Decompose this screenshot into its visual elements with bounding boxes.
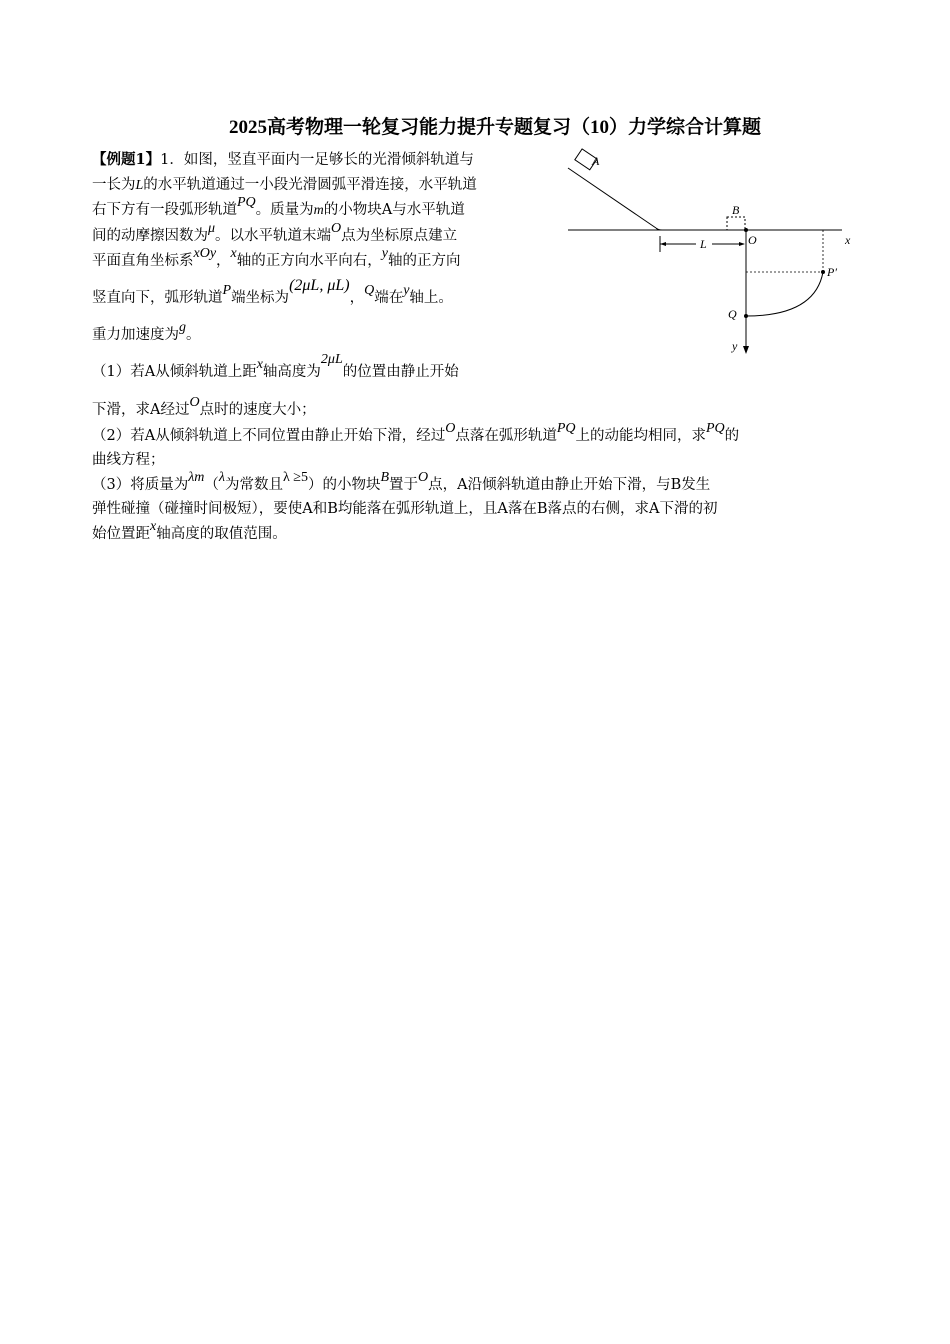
question-3-line-2: 弹性碰撞（碰撞时间极短），要使A和B均能落在弧形轨道上，且A落在B落点的右侧，求A下滑的初 bbox=[92, 501, 718, 517]
label-a: A bbox=[592, 154, 600, 168]
label-p: P′ bbox=[827, 265, 837, 279]
question-2-line-2: 曲线方程； bbox=[92, 452, 165, 468]
label-b: B bbox=[732, 203, 740, 217]
label-o: O bbox=[748, 233, 757, 247]
question-1-line-1: （1）若A从倾斜轨道上距x轴高度为2μL的位置由静止开始 bbox=[92, 352, 459, 380]
example-label: 【例题1】 bbox=[92, 151, 161, 168]
problem-line-1: 【例题1】1．如图，竖直平面内一足够长的光滑倾斜轨道与 bbox=[92, 151, 474, 168]
question-2-line-1: （2）若A从倾斜轨道上不同位置由静止开始下滑，经过O点落在弧形轨道PQ上的动能均相同，求PQ的 bbox=[92, 421, 740, 444]
problem-line-5: 平面直角坐标系xOy，x轴的正方向水平向右，y轴的正方向 bbox=[92, 246, 461, 269]
label-x: x bbox=[845, 233, 851, 247]
problem-line-3: 右下方有一段弧形轨道PQ。质量为m的小物块A与水平轨道 bbox=[92, 195, 465, 218]
question-3-line-1: （3）将质量为λm（λ为常数且λ ≥5）的小物块B置于O点，A沿倾斜轨道由静止开始下滑，与B发生 bbox=[92, 470, 711, 493]
problem-line-2: 一长为L的水平轨道通过一小段光滑圆弧平滑连接，水平轨道 bbox=[92, 177, 477, 193]
question-1-line-2: 下滑，求A经过O点时的速度大小； bbox=[92, 395, 316, 418]
block-b bbox=[727, 217, 745, 230]
problem-line-6: 竖直向下，弧形轨道P端坐标为(2μL, μL)，Q端在y轴上。 bbox=[92, 277, 453, 306]
question-3-line-3: 始位置距x轴高度的取值范围。 bbox=[92, 519, 287, 542]
problem-line-4: 间的动摩擦因数为μ。以水平轨道末端O点为坐标原点建立 bbox=[92, 221, 458, 244]
label-l: L bbox=[700, 237, 707, 251]
curved-track-pq bbox=[746, 272, 823, 316]
physics-diagram bbox=[560, 148, 860, 360]
point-p bbox=[821, 270, 825, 274]
problem-line-7: 重力加速度为g。 bbox=[92, 320, 201, 343]
inclined-track bbox=[568, 168, 656, 228]
label-y: y bbox=[732, 339, 738, 353]
point-o bbox=[744, 228, 748, 232]
label-q: Q bbox=[728, 307, 737, 321]
page-title: 2025高考物理一轮复习能力提升专题复习（10）力学综合计算题 bbox=[228, 117, 761, 138]
point-q bbox=[744, 314, 748, 318]
